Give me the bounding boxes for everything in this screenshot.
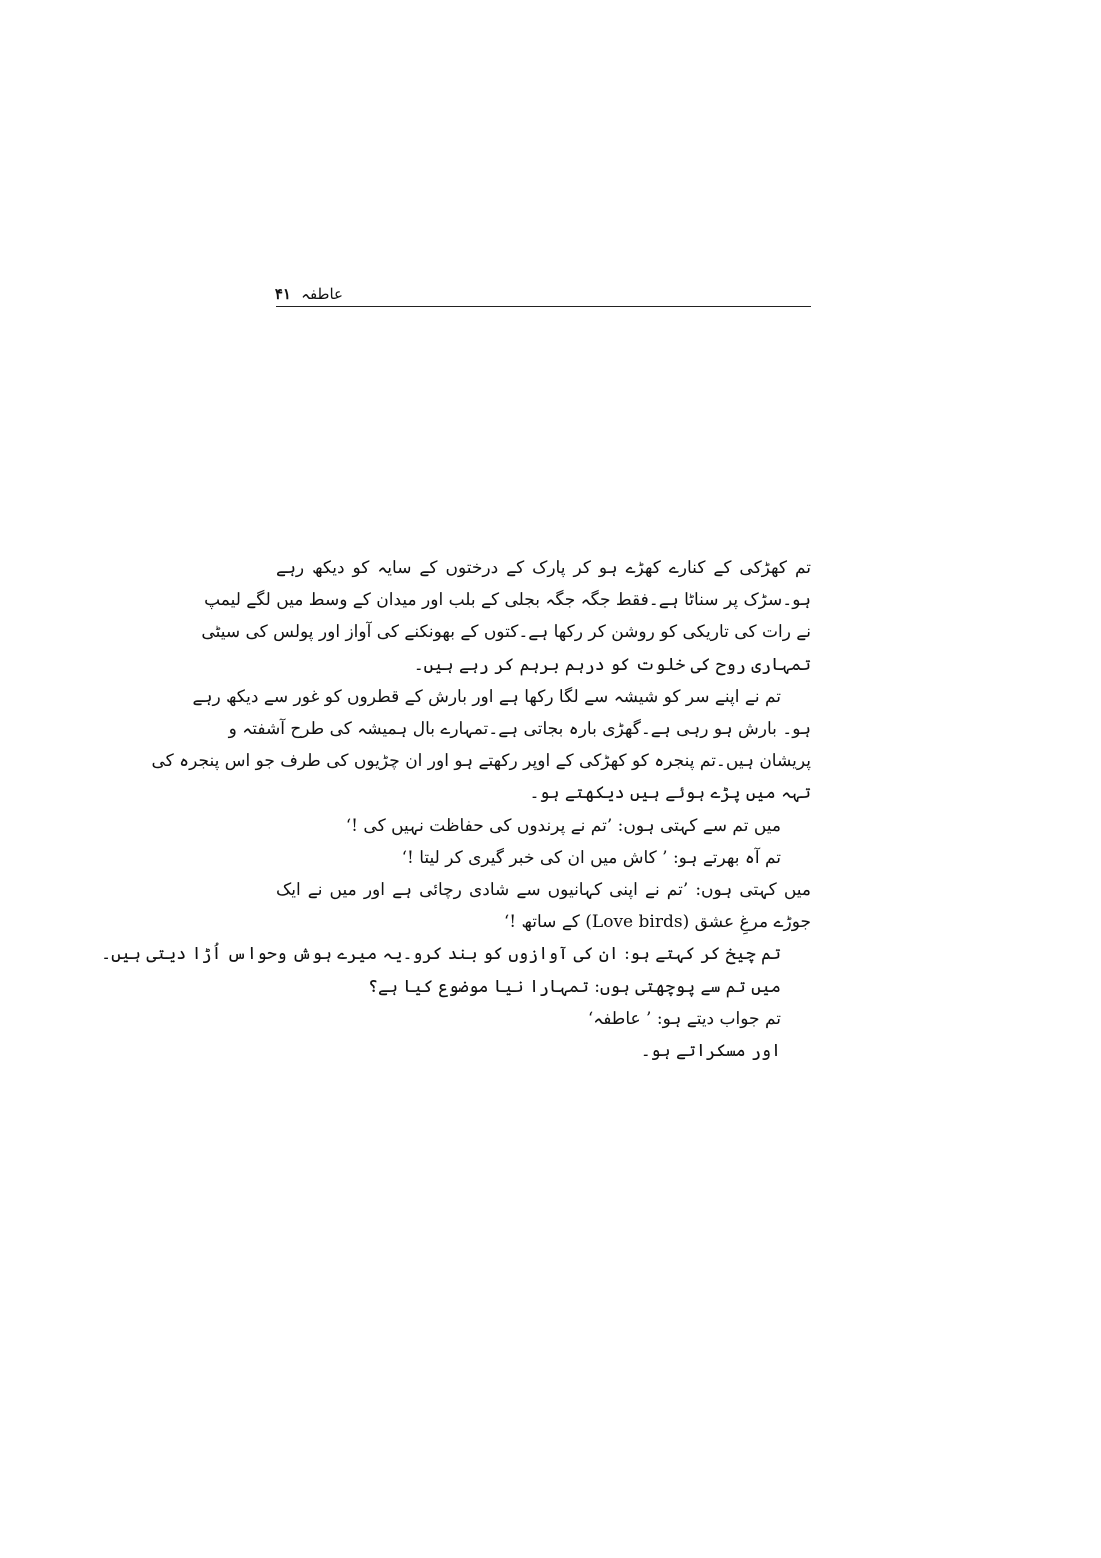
text-line: اور مسکراتے ہو۔ <box>640 1041 781 1062</box>
text-line: تم جواب دیتے ہو: ’ عاطفہ‘ <box>587 1008 781 1029</box>
text-line: تم آہ بھرتے ہو: ’ کاش میں ان کی خبر گیری کر لیتا !‘ <box>401 847 781 868</box>
text-line: میں تم سے پوچھتی ہوں: تمہارا نیا موضوع کیا ہے؟ <box>368 976 781 997</box>
text-line: تم چیخ کر کہتے ہو: ان کی آوازوں کو بند کرو۔یہ میرے ہوش وحواس اُڑا دیتی ہیں۔ <box>101 944 781 965</box>
text-line: نے رات کی تاریکی کو روشن کر رکھا ہے۔کتوں کے بھونکنے کی آواز اور پولس کی سیٹی <box>201 622 811 643</box>
body-text <box>101 552 811 1067</box>
text-line: جوڑے مرغِ عشق (Love birds) کے ساتھ !‘ <box>503 912 811 933</box>
text-line: تم کھڑکی کے کنارے کھڑے ہو کر پارک کے درختوں کے سایہ کو دیکھ رہے <box>276 558 811 578</box>
text-line: تہہ میں پڑے ہوئے ہیں دیکھتے ہو۔ <box>529 783 811 804</box>
text-line: ہو۔ بارش ہو رہی ہے۔گھڑی بارہ بجاتی ہے۔تمہارے بال ہمیشہ کی طرح آشفتہ و <box>228 719 811 740</box>
running-header-title: عاطفہ <box>301 285 343 303</box>
text-line: میں تم سے کہتی ہوں: ’تم نے پرندوں کی حفاظت نہیں کی !‘ <box>345 815 781 836</box>
text-line: تم نے اپنے سر کو شیشہ سے لگا رکھا ہے اور بارش کے قطروں کو غور سے دیکھ رہے <box>192 686 781 707</box>
text-line: تمہاری روح کی خلوت کو درہم برہم کر رہے ہیں۔ <box>413 654 811 675</box>
text-line: میں کہتی ہوں: ’تم نے اپنی کہانیوں سے شادی رچائی ہے اور میں نے ایک <box>276 880 811 901</box>
text-line: پریشان ہیں۔تم پنجرہ کو کھڑکی کے اوپر رکھتے ہو اور ان چڑیوں کی طرف جو اس پنجرہ کی <box>151 751 811 772</box>
page-number: ۴۱ <box>274 285 291 303</box>
running-header <box>276 284 811 307</box>
text-line: ہو۔سڑک پر سناٹا ہے۔فقط جگہ جگہ بجلی کے بلب اور میدان کے وسط میں لگے لیمپ <box>204 590 811 611</box>
